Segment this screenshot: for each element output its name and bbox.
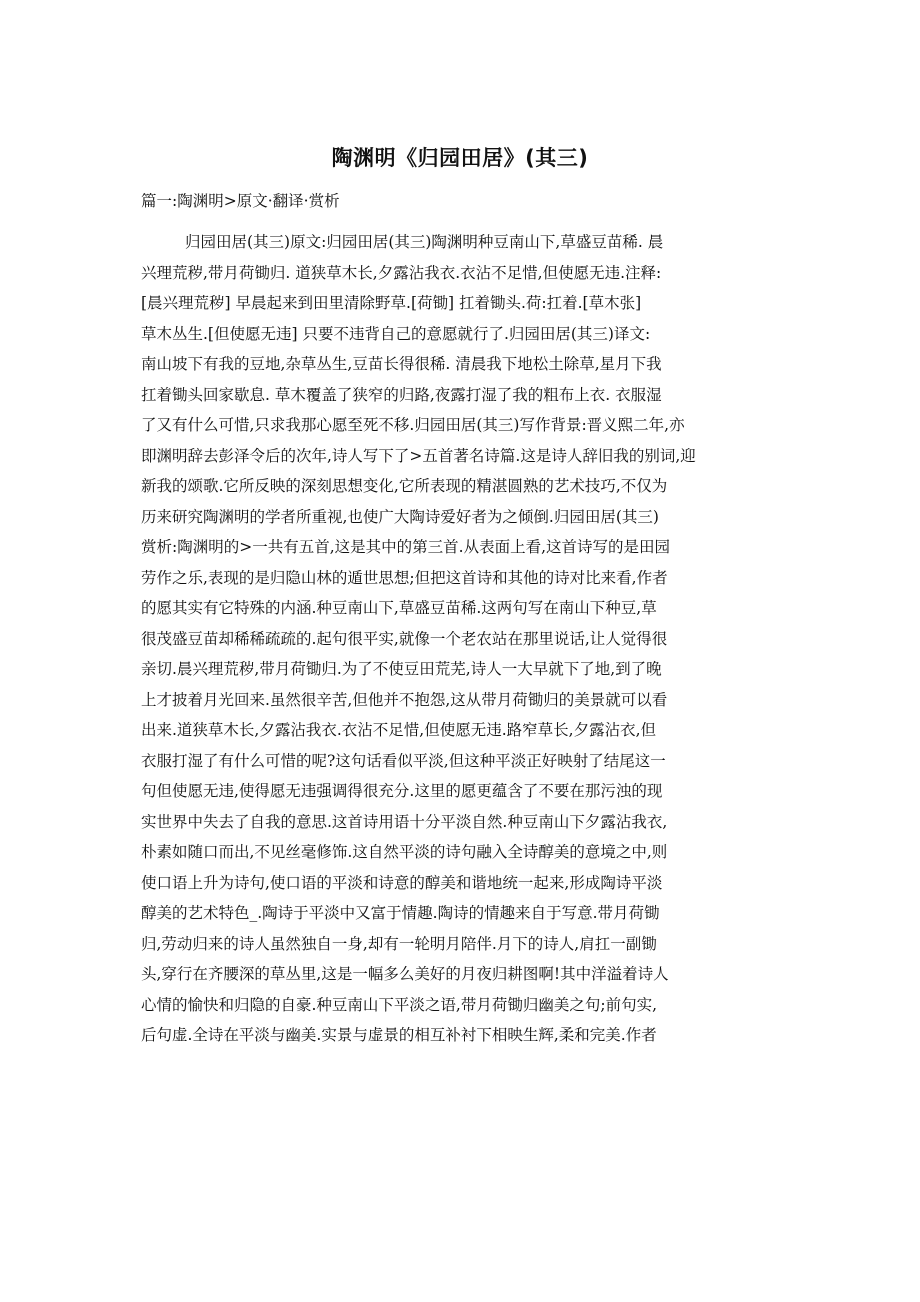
paragraph-line: 很茂盛豆苗却稀稀疏疏的.起句很平实,就像一个老农站在那里说话,让人觉得很 — [141, 629, 668, 648]
paragraph-line: 使口语上升为诗句,使口语的平淡和诗意的醇美和谐地统一起来,形成陶诗平淡 — [141, 873, 663, 892]
paragraph-line: 归,劳动归来的诗人虽然独自一身,却有一轮明月陪伴.月下的诗人,肩扛一副锄 — [141, 934, 657, 953]
paragraph-line: [晨兴理荒秽] 早晨起来到田里清除野草.[荷锄] 扛着锄头.荷:扛着.[草木张] — [141, 294, 642, 312]
paragraph-line: 了又有什么可惜,只求我那心愿至死不移.归园田居(其三)写作背景:晋义熙二年,亦 — [141, 416, 685, 434]
paragraph-line: 的愿其实有它特殊的内涵.种豆南山下,草盛豆苗稀.这两句写在南山下种豆,草 — [141, 599, 657, 617]
paragraph-line: 实世界中失去了自我的意思.这首诗用语十分平淡自然.种豆南山下夕露沾我衣, — [141, 812, 668, 831]
paragraph-line: 南山坡下有我的豆地,杂草丛生,豆苗长得很稀. 清晨我下地松土除草,星月下我 — [141, 355, 662, 373]
paragraph-line: 衣服打湿了有什么可惜的呢?这句话看似平淡,但这种平淡正好映射了结尾这一 — [141, 751, 666, 770]
paragraph-line: 历来研究陶渊明的学者所重视,也使广大陶诗爱好者为之倾倒.归园田居(其三) — [141, 507, 659, 526]
paragraph-line: 醇美的艺术特色_.陶诗于平淡中又富于情趣.陶诗的情趣来自于写意.带月荷锄 — [141, 904, 660, 922]
paragraph-line: 归园田居(其三)原文:归园田居(其三)陶渊明种豆南山下,草盛豆苗稀. 晨 — [185, 233, 664, 251]
paragraph-line: 心情的愉快和归隐的自豪.种豆南山下平淡之语,带月荷锄归幽美之句;前句实, — [141, 995, 658, 1014]
paragraph-line: 劳作之乐,表现的是归隐山林的遁世思想;但把这首诗和其他的诗对比来看,作者 — [141, 568, 668, 587]
paragraph-line: 头,穿行在齐腰深的草丛里,这是一幅多么美好的月夜归耕图啊!其中洋溢着诗人 — [141, 965, 669, 983]
paragraph-line: 朴素如随口而出,不见丝毫修饰.这自然平淡的诗句融入全诗醇美的意境之中,则 — [141, 843, 668, 861]
paragraph-line: 扛着锄头回家歇息. 草木覆盖了狭窄的归路,夜露打湿了我的粗布上衣. 衣服湿 — [141, 385, 662, 404]
section-heading: 篇一:陶渊明>原文·翻译·赏析 — [141, 192, 340, 210]
paragraph-line: 草木丛生.[但使愿无违] 只要不违背自己的意愿就行了.归园田居(其三)译文: — [141, 324, 651, 343]
paragraph-line: 后句虚.全诗在平淡与幽美.实景与虚景的相互补衬下相映生辉,柔和完美.作者 — [141, 1026, 657, 1044]
paragraph-line: 上才披着月光回来.虽然很辛苦,但他并不抱怨,这从带月荷锄归的美景就可以看 — [141, 690, 668, 709]
paragraph-line: 出来.道狭草木长,夕露沾我衣.衣沾不足惜,但使愿无违.路窄草长,夕露沾衣,但 — [141, 721, 656, 739]
paragraph-line: 兴理荒秽,带月荷锄归. 道狭草木长,夕露沾我衣.衣沾不足惜,但使愿无违.注释: — [141, 263, 662, 282]
paragraph-line: 赏析:陶渊明的>一共有五首,这是其中的第三首.从表面上看,这首诗写的是田园 — [141, 538, 670, 556]
paragraph-line: 句但使愿无违,使得愿无违强调得很充分.这里的愿更蕴含了不要在那污浊的现 — [141, 782, 663, 800]
paragraph-line: 新我的颂歌.它所反映的深刻思想变化,它所表现的精湛圆熟的艺术技巧,不仅为 — [141, 477, 668, 495]
document-title: 陶渊明《归园田居》(其三) — [331, 146, 589, 170]
document-body — [141, 227, 821, 1051]
paragraph-line: 亲切.晨兴理荒秽,带月荷锄归.为了不使豆田荒芜,诗人一大早就下了地,到了晚 — [141, 660, 662, 678]
paragraph-line: 即渊明辞去彭泽令后的次年,诗人写下了>五首著名诗篇.这是诗人辞旧我的别词,迎 — [141, 446, 696, 465]
